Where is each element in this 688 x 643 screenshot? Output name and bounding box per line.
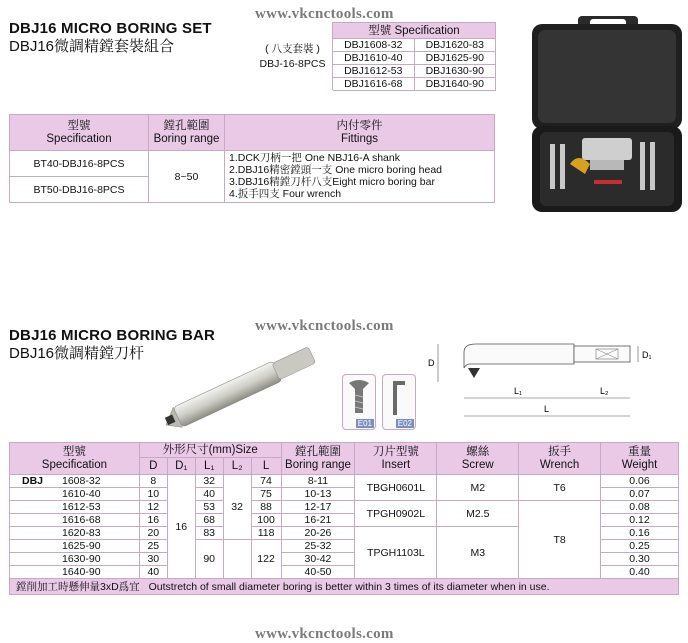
dim-label-l: L	[544, 404, 550, 414]
merged-screw-3: M3	[437, 527, 519, 579]
row-weight: 0.16	[601, 527, 679, 540]
row-spec: 1630-90	[10, 553, 140, 566]
row-range: 10-13	[281, 488, 355, 501]
bar-spec-cn: 型號	[62, 445, 86, 458]
row-weight: 0.12	[601, 514, 679, 527]
bar-screw-en: Screw	[461, 458, 494, 471]
dim-label-d: D	[428, 358, 435, 368]
bar-title-cn: DBJ16微調精鏜刀杆	[9, 345, 145, 362]
row-l-merged: 122	[251, 540, 281, 579]
watermark-top: www.vkcnctools.com	[255, 6, 394, 22]
row-d: 12	[139, 501, 167, 514]
row-l1: 32	[195, 475, 223, 488]
merged-insert-1: TBGH0601L	[355, 475, 437, 501]
merged-l2: 32	[223, 475, 251, 540]
spec-item: DBJ1640-90	[414, 78, 496, 91]
row-l1: 40	[195, 488, 223, 501]
fit-row-spec: BT40-DBJ16-8PCS	[10, 151, 149, 177]
bar-range-en: Boring range	[285, 458, 351, 471]
boring-bar-table	[9, 442, 679, 595]
set-spec-header: 型號 Specification	[333, 23, 496, 39]
row-l1: 68	[195, 514, 223, 527]
row-spec: 1640-90	[10, 566, 140, 579]
bar-col-d: D	[139, 458, 167, 475]
row-d: 20	[139, 527, 167, 540]
row-weight: 0.07	[601, 488, 679, 501]
dim-label-d1: D₁	[642, 350, 652, 360]
watermark-middle: www.vkcnctools.com	[255, 318, 394, 334]
merged-screw-1: M2	[437, 475, 519, 501]
row-d: 25	[139, 540, 167, 553]
spec-item: DBJ1630-90	[414, 65, 496, 78]
row-range: 20-26	[281, 527, 355, 540]
fit-boring-range: 8~50	[149, 151, 225, 203]
boring-set-case-image	[530, 14, 684, 214]
bar-wrench-en: Wrench	[539, 458, 580, 471]
bar-size-header: 外形尺寸(mm)Size	[139, 443, 281, 458]
dim-label-l1: L₁	[514, 386, 523, 396]
fit-fittings-cn: 内付零件	[336, 119, 383, 132]
series-prefix: DBJ	[22, 475, 44, 487]
row-d: 30	[139, 553, 167, 566]
table-row	[10, 501, 679, 514]
row-weight: 0.30	[601, 553, 679, 566]
row-range: 16-21	[281, 514, 355, 527]
row-range: 8-11	[281, 475, 355, 488]
row-weight: 0.08	[601, 501, 679, 514]
set-label-line1: ( 八支套裝 )	[265, 42, 320, 55]
spec-item: DBJ1608-32	[333, 39, 415, 52]
usage-note	[10, 579, 679, 595]
row-d: 10	[139, 488, 167, 501]
row-d: 16	[139, 514, 167, 527]
set-title-cn: DBJ16微調精鏜套裝組合	[9, 38, 175, 55]
boring-bar-image	[150, 335, 330, 435]
row-range: 40-50	[281, 566, 355, 579]
row-l: 74	[251, 475, 281, 488]
row-l: 118	[251, 527, 281, 540]
bar-weight-cn: 重量	[628, 445, 652, 458]
set-label-line2: DBJ-16-8PCS	[259, 57, 326, 70]
usage-note-cn: 鏜削加工時懸伸量3xD爲宜	[16, 580, 140, 593]
spec-item: DBJ1612-53	[333, 65, 415, 78]
fit-fittings-en: Fittings	[340, 132, 379, 145]
set-title-en: DBJ16 MICRO BORING SET	[9, 20, 212, 37]
row-weight: 0.06	[601, 475, 679, 488]
bar-title-en: DBJ16 MICRO BORING BAR	[9, 327, 216, 344]
row-l1: 53	[195, 501, 223, 514]
bar-insert-en: Insert	[381, 458, 411, 471]
fitting-line: 1.DCK刀柄一把 One NBJ16-A shank	[229, 152, 400, 164]
row-d: 40	[139, 566, 167, 579]
bar-insert-cn: 刀片型號	[372, 445, 419, 458]
row-l1: 83	[195, 527, 223, 540]
fit-range-en: Boring range	[153, 132, 220, 145]
bar-col-d1: D₁	[167, 458, 195, 475]
fit-spec-en: Specification	[46, 132, 112, 145]
bar-col-l: L	[251, 458, 281, 475]
merged-insert-3: TPGH1103L	[355, 527, 437, 579]
row-range: 25-32	[281, 540, 355, 553]
insert-screw-icon	[342, 374, 376, 430]
spec-item: DBJ1616-68	[333, 78, 415, 91]
row-range: 12-17	[281, 501, 355, 514]
row-spec: 1608-32	[62, 475, 101, 487]
bar-spec-en: Specification	[41, 458, 108, 471]
row-spec: 1616-68	[10, 514, 140, 527]
insert-label-e02: E02	[397, 419, 412, 428]
fit-range-cn: 鏜孔範圍	[163, 119, 210, 132]
watermark-bottom: www.vkcnctools.com	[255, 626, 394, 642]
insert-wrench-icon	[382, 374, 416, 430]
bar-col-l2: L₂	[223, 458, 251, 475]
row-l: 75	[251, 488, 281, 501]
merged-screw-2: M2.5	[437, 501, 519, 527]
row-l: 100	[251, 514, 281, 527]
spec-item: DBJ1620-83	[414, 39, 496, 52]
merged-d1: 16	[167, 475, 195, 579]
fitting-line: 2.DBJ16精密鏜頭一支 One micro boring head	[229, 164, 442, 176]
table-row	[10, 475, 679, 488]
usage-note-en: Outstretch of small diameter boring is better within 3 times of its diameter when in use.	[148, 580, 550, 593]
row-l: 88	[251, 501, 281, 514]
row-spec: 1620-83	[10, 527, 140, 540]
fitting-line: 3.DBJ16精鏜刀杆八支Eight micro boring bar	[229, 176, 435, 188]
bar-col-l1: L₁	[195, 458, 223, 475]
spec-item: DBJ1610-40	[333, 52, 415, 65]
bar-weight-en: Weight	[621, 458, 658, 471]
row-spec: 1625-90	[10, 540, 140, 553]
merged-l2-blank	[223, 540, 251, 579]
bar-wrench-cn: 扳手	[548, 445, 572, 458]
row-weight: 0.40	[601, 566, 679, 579]
fitting-line: 4.扳手四支 Four wrench	[229, 188, 342, 200]
merged-insert-2: TPGH0902L	[355, 501, 437, 527]
merged-wrench-2: T8	[519, 501, 601, 579]
row-spec: 1612-53	[10, 501, 140, 514]
row-spec: 1610-40	[10, 488, 140, 501]
dim-label-l2: L₂	[600, 386, 609, 396]
insert-label-e01: E01	[357, 419, 372, 428]
fit-spec-cn: 型號	[67, 119, 91, 132]
set-spec-table	[252, 22, 496, 91]
row-d: 8	[139, 475, 167, 488]
row-l1-merged: 90	[195, 540, 223, 579]
boring-bar-diagram	[424, 330, 684, 430]
bar-screw-cn: 螺絲	[466, 445, 490, 458]
spec-item: DBJ1625-90	[414, 52, 496, 65]
row-weight: 0.25	[601, 540, 679, 553]
fittings-table	[9, 114, 495, 203]
merged-wrench-1: T6	[519, 475, 601, 501]
row-range: 30-42	[281, 553, 355, 566]
fit-row-spec: BT50-DBJ16-8PCS	[10, 177, 149, 203]
bar-range-cn: 鏜孔範圍	[294, 445, 341, 458]
